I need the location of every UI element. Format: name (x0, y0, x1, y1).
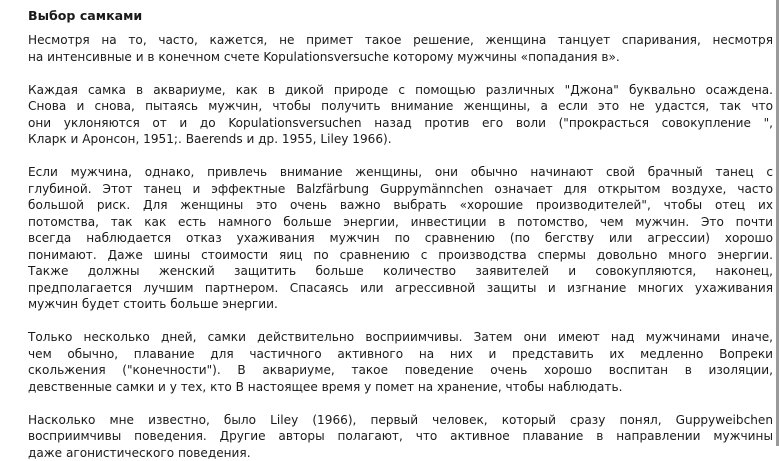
section-heading: Выбор самками (28, 8, 773, 24)
text-line: даже агонистического поведения. (28, 445, 773, 461)
text-line: Насколько мне известно, было Liley (1966), первый человек, который сразу понял, Guppyweibchen (28, 412, 773, 429)
text-line: мужчин будет стоить больше энергии. (28, 296, 773, 313)
text-line: скольжения ("конечности"). В аквариуме, такое поведение очень хорошо воспитан в изоляции, (28, 362, 773, 379)
text-line: Снова и снова, пытаясь мужчин, чтобы получить внимание женщины, а если это не удастся, так что (28, 98, 773, 115)
text-line: на интенсивные и в конечном счете Kopulationsversuche которому мужчины «попадания в». (28, 49, 773, 66)
text-line: Каждая самка в аквариуме, как в дикой природе с помощью различных "Джона" буквально осаждена. (28, 82, 773, 99)
paragraph-5 (28, 412, 773, 461)
text-line: Если мужчина, однако, привлечь внимание женщины, они обычно начинают свой брачный танец с (28, 164, 773, 181)
text-line: предполагается лучшим партнером. Спасаясь или агрессивной защиты и изгнание многих ухаживания (28, 280, 773, 297)
paragraph-3 (28, 164, 773, 313)
paragraph-1 (28, 32, 773, 65)
text-line: они уклоняются от и до Kopulationsversuchen назад против его воли ("прокрасться совокупление ", (28, 115, 773, 132)
text-line: большой риск. Для женщины это очень важно выбрать «хорошие производителей", чтобы отец их (28, 197, 773, 214)
text-line: восприимчивы поведения. Другие авторы полагают, что активное плавание в направлении мужчины (28, 428, 773, 445)
text-line: Несмотря на то, часто, кажется, не примет такое решение, женщина танцует спаривания, несмотря (28, 32, 773, 49)
paragraph-4 (28, 329, 773, 395)
text-line: Только несколько дней, самки действительно восприимчивы. Затем они имеют над мужчинами иначе, (28, 329, 773, 346)
text-line: Кларк и Аронсон, 1951;. Baerends и др. 1955, Liley 1966). (28, 131, 773, 148)
text-line: девственные самки и у тех, кто В настоящее время у помет на хранение, чтобы наблюдать. (28, 379, 773, 396)
text-line: Также должны женский защитить больше количество заявителей и совокупляются, наконец, (28, 263, 773, 280)
text-line: потомства, так как есть намного больше энергии, инвестиции в потомство, чем мужчин. Это почти (28, 214, 773, 231)
text-line: всегда наблюдается отказ ухаживания мужчин по сравнению (по бегству или агрессии) хорошо (28, 230, 773, 247)
paragraph-2 (28, 82, 773, 148)
text-line: чем обычно, плавание для частичного активного на них и представить их медленно Вопреки (28, 346, 773, 363)
text-line: понимают. Даже шины стоимости яиц по сравнению с производства спермы довольно много энергии. (28, 247, 773, 264)
text-line: глубиной. Этот танец и эффектные Balzfärbung Guppymännchen означает для открытом воздухе, часто (28, 181, 773, 198)
